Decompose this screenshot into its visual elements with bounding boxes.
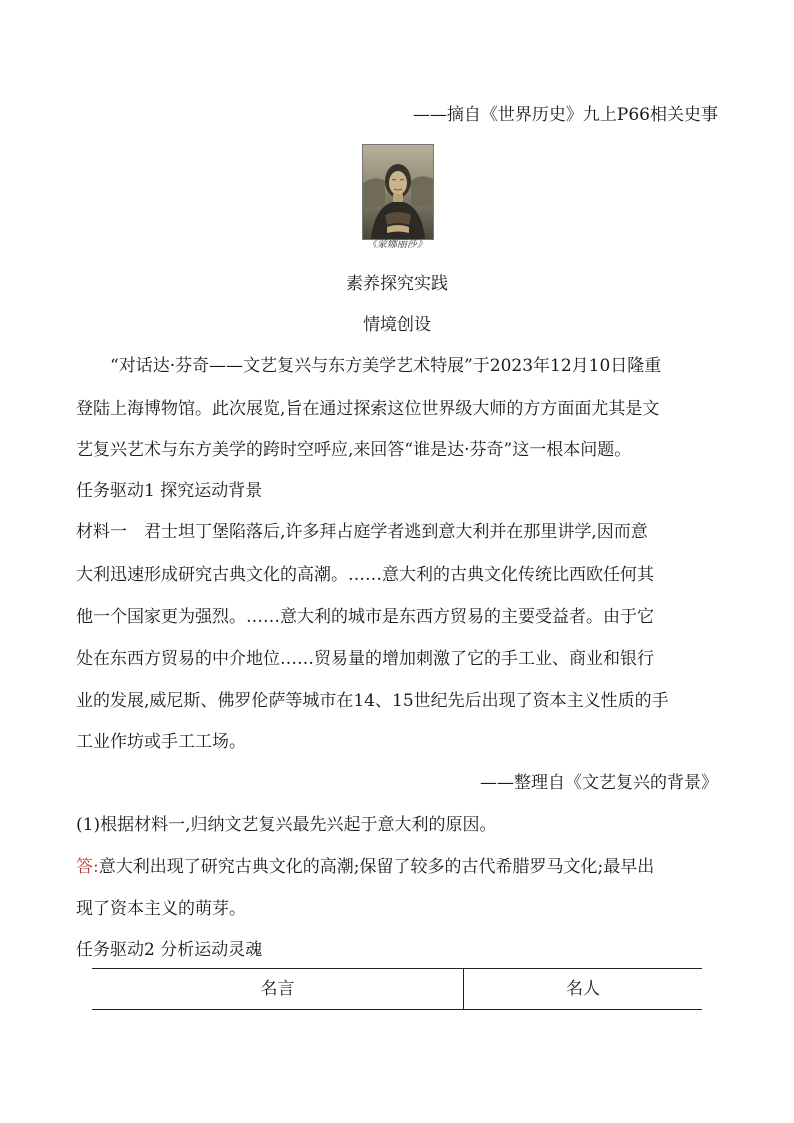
intro-line-2: 登陆上海博物馆。此次展览,旨在通过探索这位世界级大师的方方面面尤其是文 <box>76 399 660 419</box>
material-source: ——整理自《文艺复兴的背景》 <box>480 773 718 793</box>
answer-text-1: 意大利出现了研究古典文化的高潮;保留了较多的古代希腊罗马文化;最早出 <box>98 857 655 877</box>
material-line-2: 大利迅速形成研究古典文化的高潮。……意大利的古典文化传统比西欧任何其 <box>76 565 654 585</box>
intro-line-3: 艺复兴艺术与东方美学的跨时空呼应,来回答“谁是达·芬奇”这一根本问题。 <box>76 440 632 460</box>
section-title: 素养探究实践 <box>346 274 448 294</box>
quotes-table <box>92 968 702 1010</box>
answer-line-2: 现了资本主义的萌芽。 <box>76 899 246 919</box>
material-line-1: 材料一 君士坦丁堡陷落后,许多拜占庭学者逃到意大利并在那里讲学,因而意 <box>76 522 648 542</box>
source-citation: ——摘自《世界历史》九上P66相关史事 <box>412 105 718 125</box>
table-header-person: 名人 <box>566 979 600 999</box>
question-1: (1)根据材料一,归纳文艺复兴最先兴起于意大利的原因。 <box>76 815 497 835</box>
table-header-quote: 名言 <box>92 969 464 1009</box>
subsection-title: 情境创设 <box>363 315 431 335</box>
material-line-5: 业的发展,威尼斯、佛罗伦萨等城市在14、15世纪先后出现了资本主义性质的手 <box>76 691 669 711</box>
answer-label: 答: <box>76 857 99 877</box>
mona-lisa-figure <box>362 144 434 240</box>
task2-title: 任务驱动2 分析运动灵魂 <box>76 940 263 960</box>
figure-caption: 《蒙娜丽莎》 <box>367 239 427 250</box>
material-line-4: 处在东西方贸易的中介地位……贸易量的增加刺激了它的手工业、商业和银行 <box>76 649 654 669</box>
answer-line-1 <box>76 856 654 878</box>
material-line-3: 他一个国家更为强烈。……意大利的城市是东西方贸易的主要受益者。由于它 <box>76 607 654 627</box>
mona-lisa-icon <box>363 145 433 239</box>
intro-line-1: “对话达·芬奇——文艺复兴与东方美学艺术特展”于2023年12月10日隆重 <box>110 356 662 376</box>
task1-title: 任务驱动1 探究运动背景 <box>76 481 263 501</box>
material-line-6: 工业作坊或手工工场。 <box>76 732 246 752</box>
